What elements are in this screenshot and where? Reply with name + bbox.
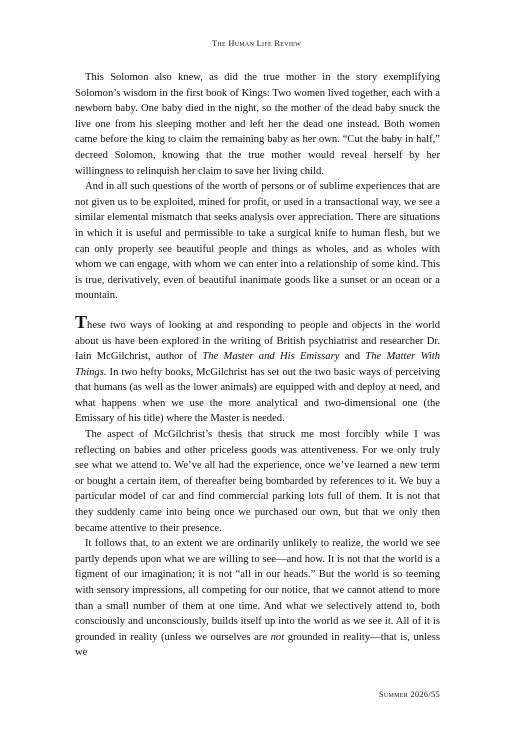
text-run: grounded in reality—that is, unless we (75, 631, 440, 659)
text-run: In two hefty books, McGilchrist has set out the two basic ways of perceiving that humans (as well as the lower animals) are equipped with and deploy at need, and what happens when we use the more analytical and two-dimensional one (the Emissary of his title) where the Master is needed. (75, 366, 440, 425)
text-run: and (339, 351, 366, 363)
section-break (75, 304, 440, 317)
emphasis-not: not (270, 631, 285, 643)
paragraph-world-we-see (75, 536, 440, 661)
text-run: It follows that, to an extent we are ordinarily unlikely to realize, the world we see partly depends upon what we are willing to see—and how. It is not that the world is a figment of our imagination; it is not “all in our heads.” But the world is so teeming with sensory impressions, all competing for our notice, that we cannot attend to more than a small number of them at one time. And what we selectively attend to, both consciously and unconsciously, builds itself up into the world as we see it. All of it is grounded in reality (unless we ourselves are (75, 538, 440, 643)
running-header: The Human Life Review (211, 39, 302, 48)
paragraph-solomon-story: This Solomon also knew, as did the true mother in the story exemplifying Solomon’s wisdom in the first book of Kings: Two women lived together, each with a newborn baby. One baby died in the night, so the mother of the dead baby snuck the live one from his sleeping mother and left her the dead one instead. Both women came before the king to claim the remaining baby as her own. “Cut the baby in half,” decreed Solomon, knowing that the true mother would reveal herself by her willingness to relinquish her claim to save her living child. (75, 72, 440, 177)
article-body (75, 70, 440, 661)
page-footer: Summer 2026/55 (378, 690, 440, 699)
paragraph-mcgilchrist (75, 311, 441, 427)
book-title-master-emissary: The Master and His Emissary (202, 351, 340, 363)
text-run: hese two ways of looking at and responding to people and objects in the world about us have been explored in the writing of British psychiatrist and researcher Dr. Iain McGilchrist, author of (75, 319, 440, 363)
book-title-matter-with-things: The Matter With Things. (75, 351, 441, 378)
drop-cap: T (75, 311, 88, 332)
paragraph-sublime-experiences: And in all such questions of the worth of persons or of sublime experiences that are not given us to be exploited, mined for profit, or used in a transactional way, we see a similar elemental mismatch that seeks analysis over appreciation. There are situations in which it is useful and permissible to take a surgical knife to human flesh, but we can only properly see beautiful people and things as wholes, and as wholes with whom we can engage, with whom we can enter into a relationship of some kind. This is true, derivatively, even of beautiful inanimate goods like a sunset or an ocean or a mountain. (75, 181, 440, 302)
paragraph-attentiveness: The aspect of McGilchrist’s thesis that struck me most forcibly while I was reflecting on babies and other priceless goods was attentiveness. For we only truly see what we attend to. We’ve all had the experience, once we’ve learned a new term or bought a certain item, of thereafter being bombarded by references to it. We buy a particular model of car and find commercial parking lots full of them. It is not that they suddenly came into being once we purchased our own, but that we only then became attentive to their presence. (75, 429, 440, 534)
